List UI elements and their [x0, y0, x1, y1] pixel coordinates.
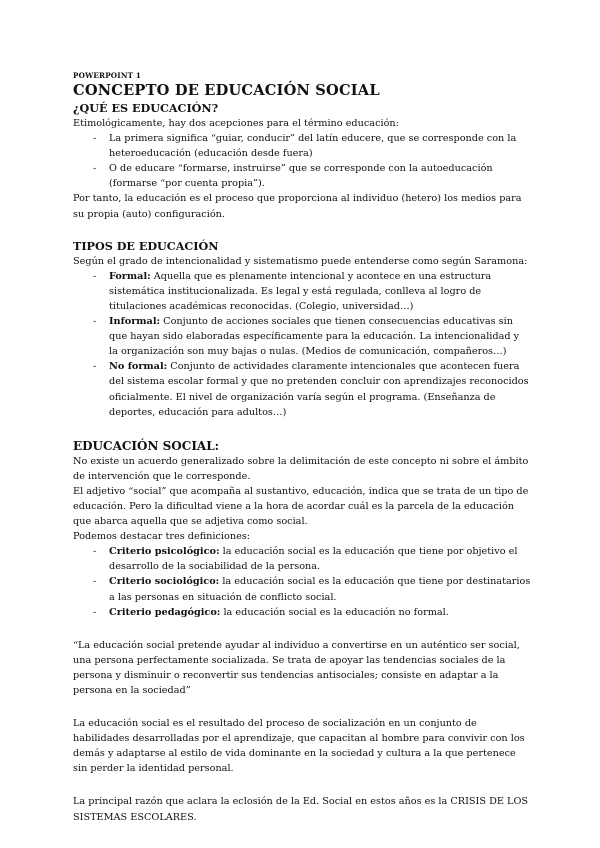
- term-sociologico: Criterio sociológico:: [109, 576, 220, 588]
- dash-bullet: -: [93, 270, 97, 282]
- term-pedagogico: Criterio pedagógico:: [109, 606, 221, 618]
- term-description: Conjunto de acciones sociales que tienen consecuencias educativas sin que hayan sido elaboradas específicamente para la educación. La intencionalidad y la organización son muy bajas o nulas. (Medios de comunicación, compañeros…): [109, 316, 520, 358]
- paragraph-resultado: La educación social es el resultado del proceso de socialización en un conjunto de habilidades desarrolladas por el aprendizaje, que capacitan al hombre para convivir con los demás y adaptarse al estilo de vida dominante en la sociedad y cultura a la que pertenece sin perder la identidad personal.: [73, 718, 525, 775]
- spacer: [73, 620, 531, 638]
- dash-bullet: -: [93, 133, 97, 145]
- paragraph-etimologia: Etimológicamente, hay dos acepciones para el término educación:: [73, 118, 399, 129]
- dash-bullet: -: [93, 361, 97, 373]
- acepciones-list: [73, 131, 531, 191]
- list-item: [73, 131, 531, 161]
- term-description: Conjunto de actividades claramente intencionales que acontecen fuera del sistema escolar formal y que no pretenden concluir con aprendizajes reconocidos oficialmente. El nivel de organización varía según el programa. (Enseñanza de deportes, educación para adultos…): [109, 361, 529, 418]
- list-item-text: O de educare “formarse, instruirse” que se corresponde con la autoeducación (formarse “por cuenta propia”).: [109, 163, 493, 190]
- dash-bullet: -: [93, 163, 97, 175]
- dash-bullet: -: [93, 546, 97, 558]
- paragraph-tipos-intro: Según el grado de intencionalidad y sistematismo puede entenderse como según Saramona:: [73, 255, 528, 267]
- spacer: [73, 420, 531, 438]
- dash-bullet: -: [93, 316, 97, 328]
- criterios-list: [73, 544, 531, 619]
- list-item: [73, 314, 531, 359]
- dash-bullet: -: [93, 606, 97, 618]
- paragraph-definiciones: Podemos destacar tres definiciones:: [73, 531, 251, 543]
- term-formal: Formal:: [109, 270, 151, 282]
- term-description: la educación social es la educación no formal.: [220, 606, 449, 618]
- document-label: POWERPOINT 1: [73, 71, 142, 80]
- document-body: [73, 71, 531, 825]
- paragraph-conclusion: Por tanto, la educación es el proceso que proporciona al individuo (hetero) los medios para su propia (auto) configuración.: [73, 193, 522, 220]
- list-item: [73, 544, 531, 574]
- page-title: CONCEPTO DE EDUCACIÓN SOCIAL: [73, 82, 380, 99]
- section-heading-que-es: ¿QUÉ ES EDUCACIÓN?: [73, 101, 219, 115]
- list-item: [73, 574, 531, 604]
- list-item: [73, 359, 531, 419]
- term-no-formal: No formal:: [109, 361, 168, 373]
- term-informal: Informal:: [109, 316, 161, 328]
- tipos-list: [73, 269, 531, 420]
- term-description: la educación social es la educación que tiene por destinatarios a las personas en situación de conflicto social.: [109, 576, 531, 603]
- spacer: [73, 222, 531, 238]
- paragraph-crisis: La principal razón que aclara la eclosión de la Ed. Social en estos años es la CRISIS DE LOS SISTEMAS ESCOLARES.: [73, 796, 529, 823]
- paragraph-adjetivo: El adjetivo “social” que acompaña al sustantivo, educación, indica que se trata de un tipo de educación. Pero la dificultad viene a la hora de acordar cuál es la parcela de la educación que abarca aquella que se adjetiva como social.: [73, 485, 529, 528]
- section-heading-tipos: TIPOS DE EDUCACIÓN: [73, 238, 219, 253]
- list-item: [73, 161, 531, 191]
- quote-paragraph: “La educación social pretende ayudar al individuo a convertirse en un auténtico ser social, una persona perfectamente socializada. Se trata de apoyar las tendencias sociales de la persona y disminuir o reconvertir sus tendencias antisociales; consiste en adaptar a la persona en la sociedad”: [73, 639, 520, 696]
- term-description: la educación social es la educación que tiene por objetivo el desarrollo de la sociabilidad de la persona.: [109, 546, 518, 573]
- list-item: [73, 605, 531, 620]
- dash-bullet: -: [93, 576, 97, 588]
- term-psicologico: Criterio psicológico:: [109, 546, 220, 558]
- spacer: [73, 776, 531, 794]
- list-item-text: La primera significa “guiar, conducir” del latín educere, que se corresponde con la heteroeducación (educación desde fuera): [109, 133, 517, 160]
- list-item: [73, 269, 531, 314]
- spacer: [73, 698, 531, 716]
- term-description: Aquella que es plenamente intencional y acontece en una estructura sistemática institucionalizada. Es legal y está regulada, conlleva al logro de titulaciones académicas reconocidas. (Colegio, universidad…): [109, 270, 492, 312]
- section-heading-educacion-social: EDUCACIÓN SOCIAL:: [73, 438, 220, 453]
- paragraph-no-acuerdo: No existe un acuerdo generalizado sobre la delimitación de este concepto ni sobre el ámbito de intervención que le corresponde.: [73, 455, 529, 482]
